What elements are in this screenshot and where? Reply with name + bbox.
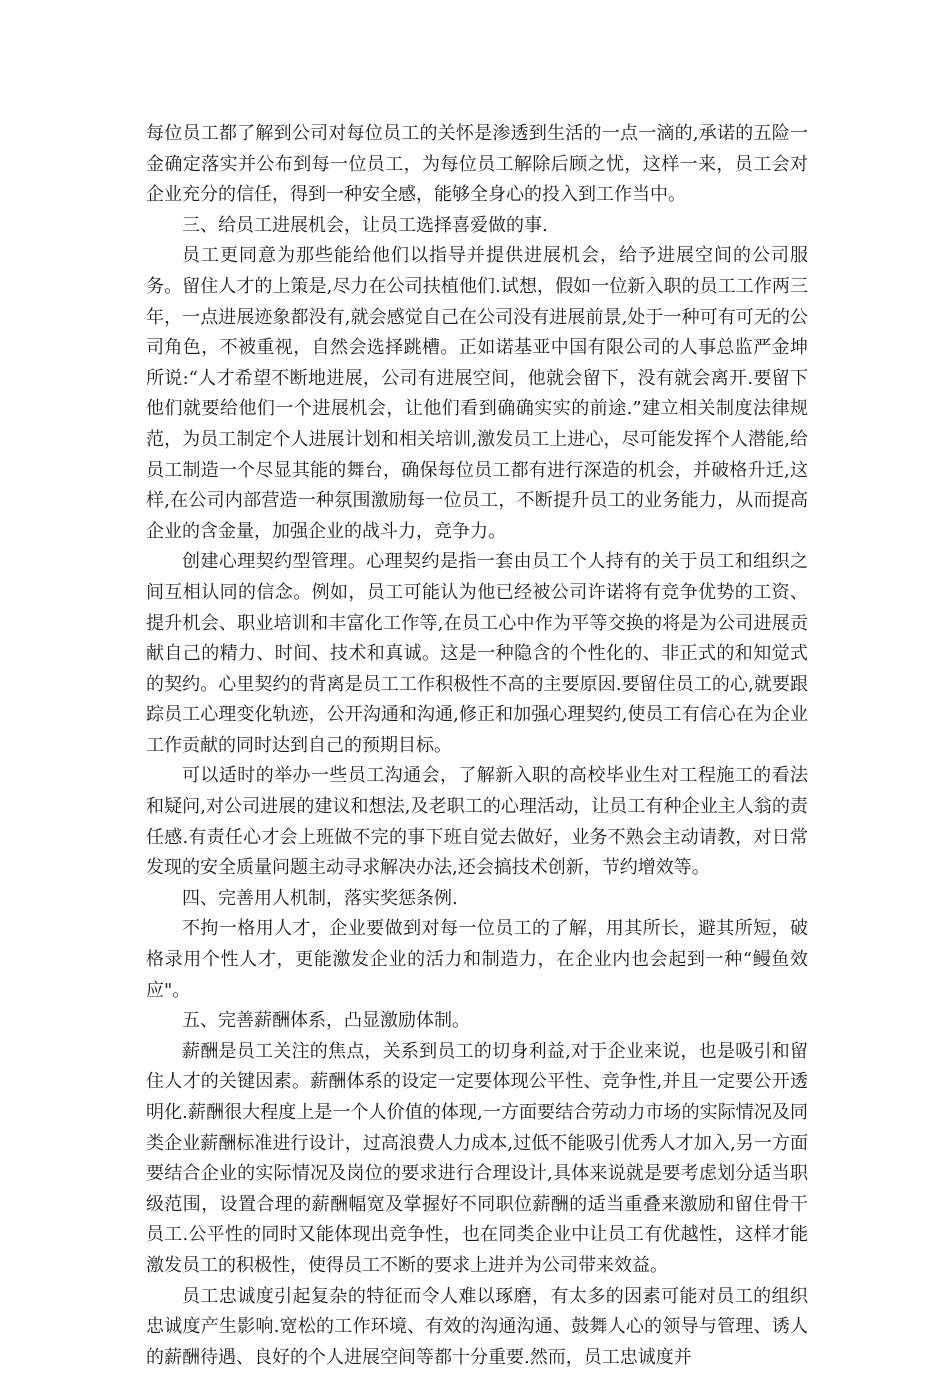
section-heading: 四、完善用人机制，落实奖惩条例. <box>182 887 458 909</box>
body-paragraph: 可以适时的举办一些员工沟通会，了解新入职的高校毕业生对工程施工的看法和疑问,对公司进展的建议和想法,及老职工的心理活动，让员工有种企业主人翁的责任感.有责任心才会上班做不完的事下班自觉去做好，业务不熟会主动请教，对日常发现的安全质量问题主动寻求解决办法,还会搞技术创新，节约增效等。 <box>146 765 808 879</box>
section-heading: 三、给员工进展机会，让员工选择喜爱做的事. <box>182 214 548 236</box>
body-paragraph: 不拘一格用人才，企业要做到对每一位员工的了解，用其所长，避其所短，破格录用个性人才，更能激发企业的活力和制造力，在企业内也会起到一种“鳗鱼效应"。 <box>146 918 808 1001</box>
body-paragraph: 员工忠诚度引起复杂的特征而令人难以琢磨，有太多的因素可能对员工的组织忠诚度产生影响.宽松的工作环境、有效的沟通沟通、鼓舞人心的领导与管理、诱人的薪酬待遇、良好的个人进展空间等都十分重要.然而，员工忠诚度并 <box>146 1285 808 1368</box>
section-heading: 五、完善薪酬体系，凸显激励体制。 <box>182 1010 470 1032</box>
document-page <box>146 119 808 1373</box>
body-paragraph: 每位员工都了解到公司对每位员工的关怀是渗透到生活的一点一滴的,承诺的五险一金确定落实并公布到每一位员工，为每位员工解除后顾之忧，这样一来，员工会对企业充分的信任，得到一种安全感，能够全身心的投入到工作当中。 <box>146 123 808 206</box>
body-paragraph: 员工更同意为那些能给他们以指导并提供进展机会，给予进展空间的公司服务。留住人才的上策是,尽力在公司扶植他们.试想，假如一位新入职的员工工作两三年，一点进展迹象都没有,就会感觉自己在公司没有进展前景,处于一种可有可无的公司角色，不被重视，自然会选择跳槽。正如诺基亚中国有限公司的人事总监严金坤所说:“人才希望不断地进展，公司有进展空间，他就会留下，没有就会离开.要留下他们就要给他们一个进展机会，让他们看到确确实实的前途.”建立相关制度法律规范，为员工制定个人进展计划和相关培训,激发员工上进心，尽可能发挥个人潜能,给员工制造一个尽显其能的舞台，确保每位员工都有进行深造的机会，并破格升迁,这样,在公司内部营造一种氛围激励每一位员工，不断提升员工的业务能力，从而提高企业的含金量，加强企业的战斗力，竞争力。 <box>146 245 808 542</box>
body-paragraph: 创建心理契约型管理。心理契约是指一套由员工个人持有的关于员工和组织之间互相认同的信念。例如，员工可能认为他已经被公司许诺将有竞争优势的工资、提升机会、职业培训和丰富化工作等,在员工心中作为平等交换的将是为公司进展贡献自己的精力、时间、技术和真诚。这是一种隐含的个性化的、非正式的和知觉式的契约。心里契约的背离是员工工作积极性不高的主要原因.要留住员工的心,就要跟踪员工心理变化轨迹，公开沟通和沟通,修正和加强心理契约,使员工有信心在为企业工作贡献的同时达到自己的预期目标。 <box>146 551 808 756</box>
body-paragraph: 薪酬是员工关注的焦点，关系到员工的切身利益,对于企业来说，也是吸引和留住人才的关键因素。薪酬体系的设定一定要体现公平性、竞争性,并且一定要公开透明化.薪酬很大程度上是一个人价值的体现,一方面要结合劳动力市场的实际情况及同类企业薪酬标准进行设计，过高浪费人力成本,过低不能吸引优秀人才加入,另一方面要结合企业的实际情况及岗位的要求进行合理设计,具体来说就是要考虑划分适当职级范围，设置合理的薪酬幅宽及掌握好不同职位薪酬的适当重叠来激励和留住骨干员工.公平性的同时又能体现出竞争性，也在同类企业中让员工有优越性，这样才能激发员工的积极性，使得员工不断的要求上进并为公司带来效益。 <box>146 1040 808 1276</box>
